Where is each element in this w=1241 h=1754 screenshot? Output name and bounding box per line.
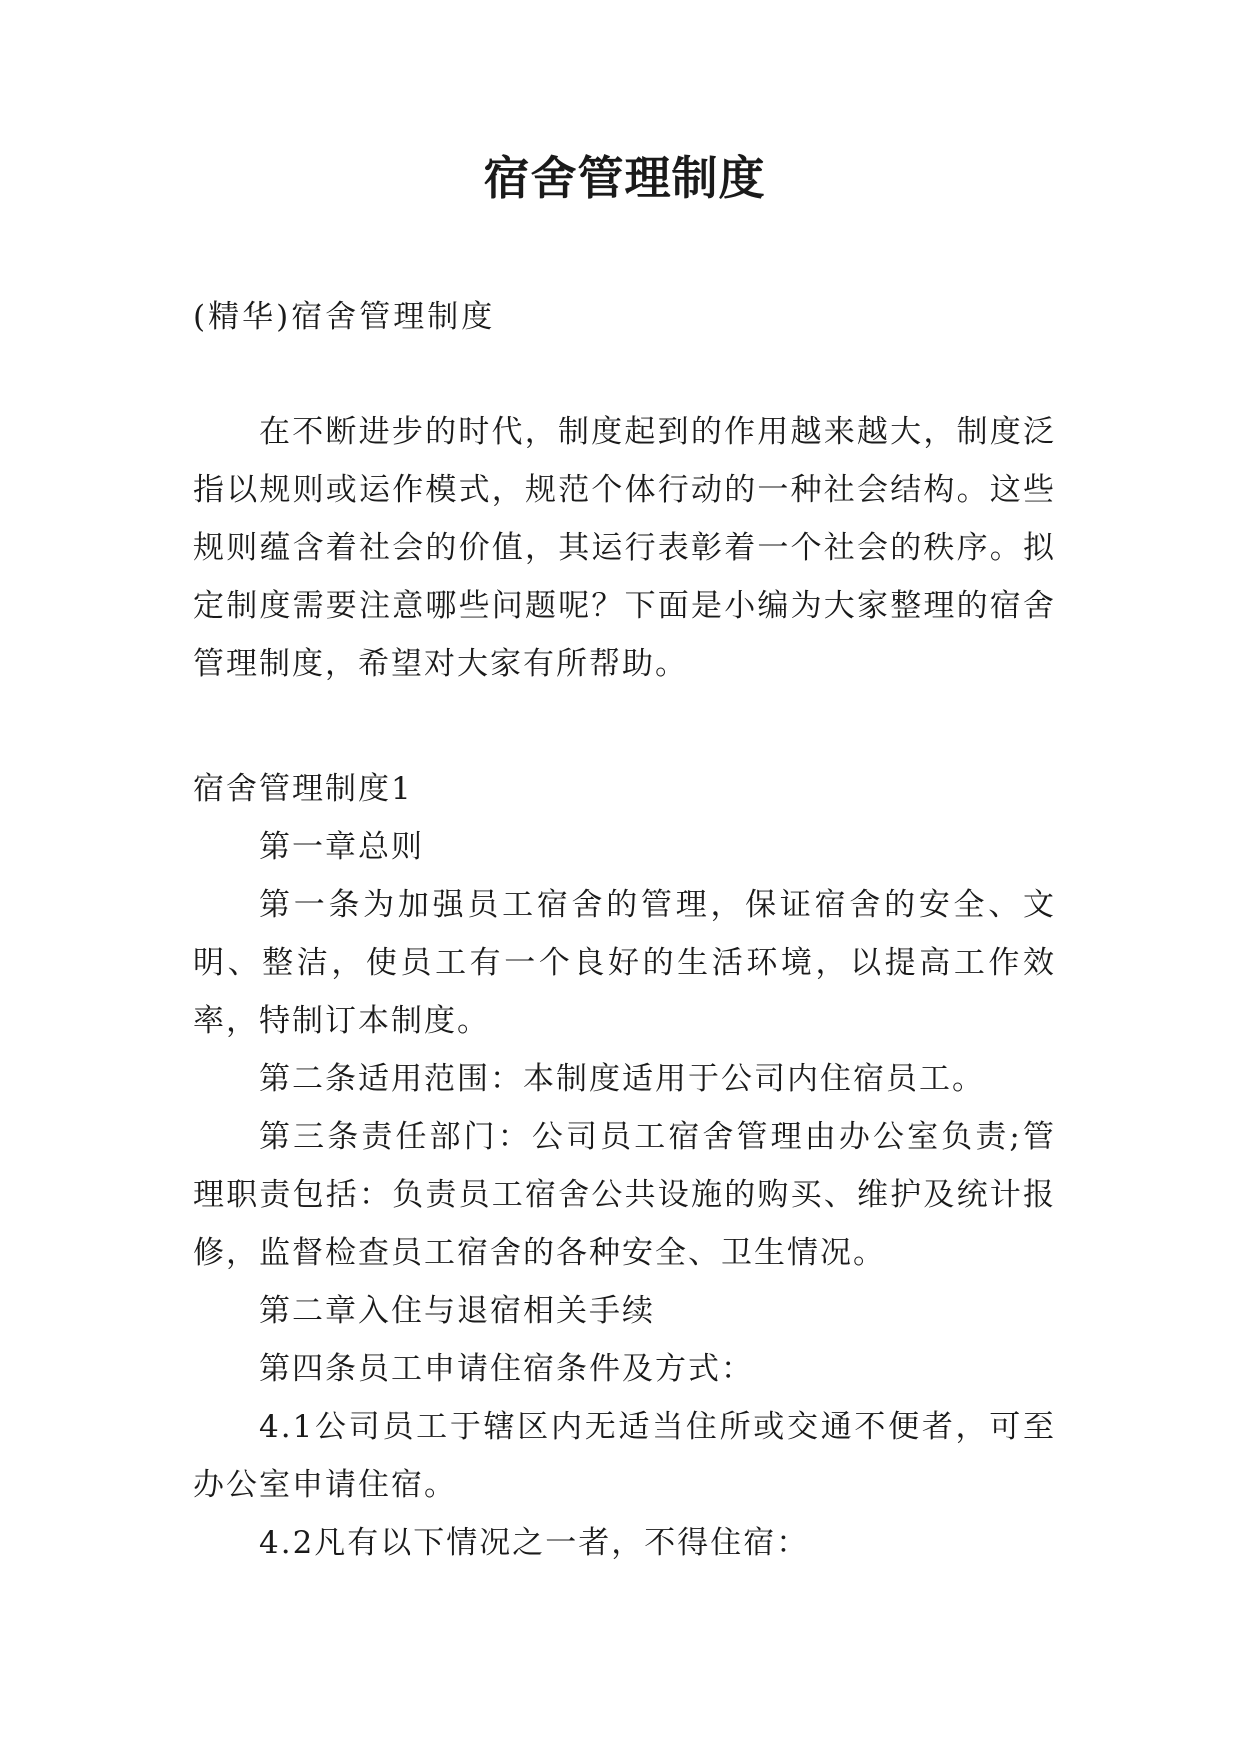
body-paragraph: 第二条适用范围：本制度适用于公司内住宿员工。 xyxy=(259,1061,985,1097)
body-paragraph: 第三条责任部门：公司员工宿舍管理由办公室负责;管理职责包括：负责员工宿舍公共设施的购买、维护及统计报修，监督检查员工宿舍的各种安全、卫生情况。 xyxy=(193,1119,1056,1271)
body-paragraph: 4.2凡有以下情况之一者，不得住宿： xyxy=(259,1525,810,1561)
document-title: 宿舍管理制度 xyxy=(483,151,766,205)
section-heading: 宿舍管理制度1 xyxy=(193,771,413,807)
document-subtitle: (精华)宿舍管理制度 xyxy=(193,299,496,335)
intro-paragraph: 在不断进步的时代，制度起到的作用越来越大，制度泛指以规则或运作模式，规范个体行动的一种社会结构。这些规则蕴含着社会的价值，其运行表彰着一个社会的秩序。拟定制度需要注意哪些问题呢？下面是小编为大家整理的宿舍管理制度，希望对大家有所帮助。 xyxy=(193,414,1056,682)
document-body xyxy=(193,760,1056,1572)
body-paragraph: 第一条为加强员工宿舍的管理，保证宿舍的安全、文明、整洁，使员工有一个良好的生活环境，以提高工作效率，特制订本制度。 xyxy=(193,887,1056,1039)
document-page xyxy=(193,0,1056,1754)
chapter-heading: 第二章入住与退宿相关手续 xyxy=(259,1293,655,1329)
chapter-heading: 第一章总则 xyxy=(259,829,424,865)
body-paragraph: 4.1公司员工于辖区内无适当住所或交通不便者，可至办公室申请住宿。 xyxy=(193,1409,1056,1503)
body-paragraph: 第四条员工申请住宿条件及方式： xyxy=(259,1351,754,1387)
